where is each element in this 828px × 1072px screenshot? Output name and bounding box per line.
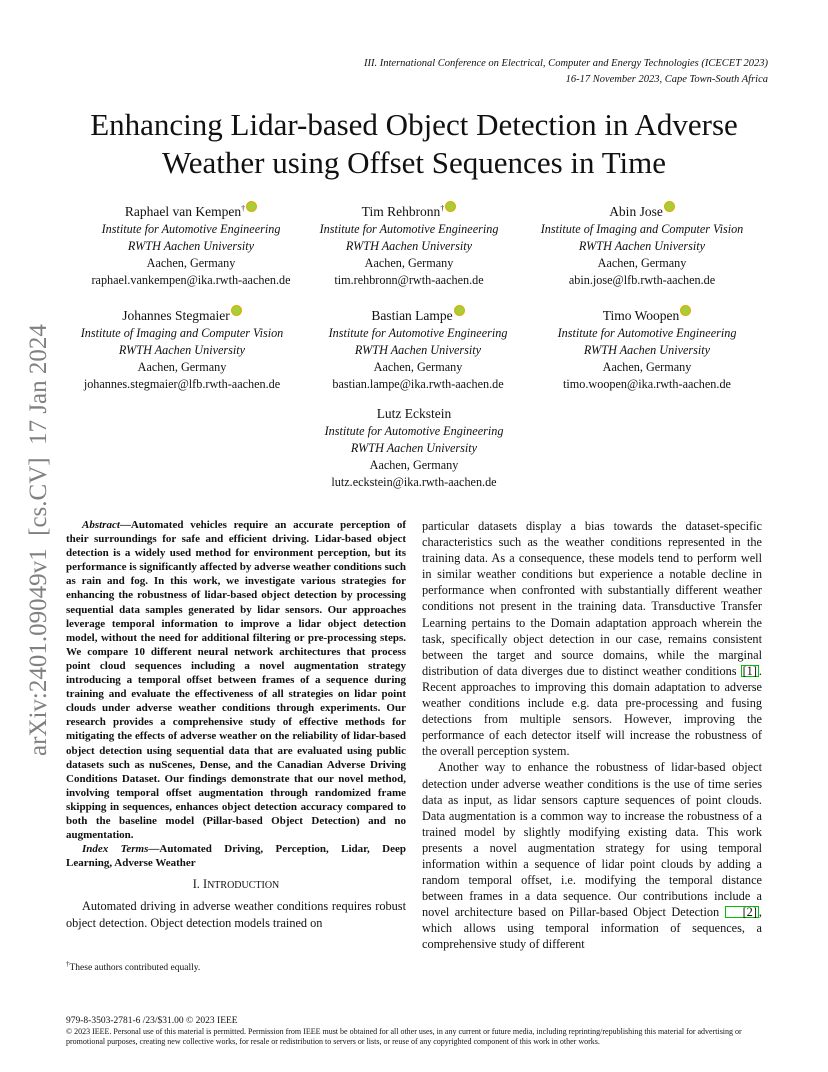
author-university: RWTH Aachen University	[127, 239, 255, 254]
author-block	[524, 200, 760, 289]
orcid-icon[interactable]	[454, 305, 465, 316]
author-email[interactable]: raphael.vankempen@ika.rwth-aachen.de	[91, 273, 291, 288]
orcid-icon[interactable]	[445, 201, 456, 212]
author-name: Tim Rehbronn	[361, 204, 441, 220]
footnote-mark: †	[66, 960, 70, 968]
orcid-icon[interactable]	[246, 201, 257, 212]
author-name: Johannes Stegmaier	[122, 308, 230, 324]
title-line-1: Enhancing Lidar-based Object Detection in Adverse	[90, 107, 738, 142]
conference-header	[168, 56, 768, 88]
paragraph-text: Another way to enhance the robustness of lidar-based object detection under adverse weather conditions is the use of time series data as input, as lidar sensors capture sequences of point clouds. Data augmentation is a common way to increase the robustness of a trained model by slightly modifying existing data. This work presents a novel augmentation strategy for using temporal information within a sequence of lidar point clouds by adding a random temporal offset, i.e. modifying the temporal distance between frames in a data sequence. Our contributions include a novel architecture based on Pillar-based Object Detection	[422, 760, 762, 920]
abstract	[66, 518, 406, 842]
section-heading-introduction	[66, 876, 406, 894]
orcid-icon[interactable]	[664, 201, 675, 212]
author-block	[300, 304, 536, 393]
author-affiliation: Institute for Automotive Engineering	[328, 326, 508, 341]
title-line-2: Weather using Offset Sequences in Time	[161, 145, 667, 180]
author-affiliation: Institute for Automotive Engineering	[557, 326, 737, 341]
isbn-line: 979-8-3503-2781-6 /23/$31.00 © 2023 IEEE	[66, 1016, 238, 1026]
author-name: Raphael van Kempen	[124, 204, 242, 220]
conference-name: III. International Conference on Electrical, Computer and Energy Technologies (ICECET 2023)	[364, 58, 768, 69]
author-block	[530, 304, 764, 393]
author-location: Aachen, Germany	[602, 360, 692, 375]
author-block	[66, 304, 298, 393]
paragraph-text: , which allows using temporal information of sequences, a comprehensive study of different	[422, 905, 762, 952]
author-name: Lutz Eckstein	[376, 406, 452, 421]
author-email[interactable]: bastian.lampe@ika.rwth-aachen.de	[332, 377, 504, 392]
equal-contribution-mark: †	[241, 204, 246, 213]
author-university: RWTH Aachen University	[350, 441, 478, 455]
orcid-icon[interactable]	[231, 305, 242, 316]
author-location: Aachen, Germany	[137, 360, 227, 375]
author-name: Bastian Lampe	[371, 308, 453, 324]
author-location: Aachen, Germany	[364, 256, 454, 271]
author-affiliation: Institute for Automotive Engineering	[319, 222, 499, 237]
abstract-label: Abstract	[82, 519, 120, 531]
author-location: Aachen, Germany	[146, 256, 236, 271]
conference-date: 16-17 November 2023, Cape Town-South Africa	[565, 74, 768, 85]
orcid-icon[interactable]	[680, 305, 691, 316]
section-title-rest: NTRODUCTION	[207, 880, 280, 892]
author-affiliation: Institute of Imaging and Computer Vision	[80, 326, 284, 341]
author-university: RWTH Aachen University	[118, 343, 246, 358]
author-location: Aachen, Germany	[597, 256, 687, 271]
author-name: Timo Woopen	[602, 308, 680, 324]
author-email[interactable]: johannes.stegmaier@lfb.rwth-aachen.de	[83, 377, 281, 392]
paragraph	[422, 518, 762, 759]
citation-link[interactable]: [2]	[725, 906, 759, 918]
arxiv-stamp-text: arXiv:2401.09049v1 [cs.CV] 17 Jan 2024	[25, 324, 52, 756]
author-affiliation: Institute of Imaging and Computer Vision	[540, 222, 744, 237]
author-university: RWTH Aachen University	[345, 239, 473, 254]
paragraph-text: particular datasets display a bias towards the dataset-specific characteristics such as the weather conditions represented in the training data. As a consequence, these models tend to perform well in similar weather conditions but experience a notable decline in performance when confronted with substantially different weather conditions not present in the training data. Transductive Transfer Learning pertains to the Domain adaptation approach wherein the task, specifically object detection in our case, remains consistent between the target and source domains, while the marginal distribution of data diverges due to distinct weather conditions	[422, 519, 762, 678]
intro-paragraph: Automated driving in adverse weather conditions requires robust object detection. Object detection models trained on	[66, 899, 406, 930]
index-terms	[66, 842, 406, 870]
citation-link[interactable]: [1]	[742, 663, 757, 678]
author-affiliation: Institute for Automotive Engineering	[324, 424, 504, 438]
copyright-notice	[66, 1016, 772, 1047]
footnote-text: These authors contributed equally.	[69, 963, 201, 974]
arxiv-stamp[interactable]	[2, 290, 72, 760]
author-university: RWTH Aachen University	[578, 239, 706, 254]
footnote	[66, 958, 200, 974]
right-column	[422, 518, 762, 953]
equal-contribution-mark: †	[440, 204, 445, 213]
paragraph	[422, 759, 762, 952]
index-terms-text: —Automated Driving, Perception, Lidar, Deep Learning, Adverse Weather	[66, 843, 406, 870]
author-email[interactable]: timo.woopen@ika.rwth-aachen.de	[563, 377, 731, 392]
author-university: RWTH Aachen University	[354, 343, 482, 358]
paper-title	[40, 106, 788, 182]
author-email[interactable]: tim.rehbronn@rwth-aachen.de	[334, 273, 484, 288]
author-affiliation: Institute for Automotive Engineering	[101, 222, 281, 237]
author-block	[294, 200, 524, 289]
author-name: Abin Jose	[609, 204, 663, 220]
author-location: Aachen, Germany	[369, 458, 459, 472]
author-location: Aachen, Germany	[373, 360, 463, 375]
author-block	[66, 200, 316, 289]
author-email[interactable]: lutz.eckstein@ika.rwth-aachen.de	[331, 475, 497, 489]
author-block	[296, 405, 532, 491]
section-title-initial: I	[202, 877, 208, 892]
copyright-text: © 2023 IEEE. Personal use of this material is permitted. Permission from IEEE must be obtained for all other uses, in any current or future media, including reprinting/republishing this material for advertising or promotional purposes, creating new collective works, for resale or redistribution to servers or lists, or reuse of any copyrighted component of this work in other works.	[66, 1027, 742, 1046]
paragraph-text: . Recent approaches to improving this domain adaptation to adverse weather conditions include e.g. data pre-processing and fusing detections from multiple sensors. However, improving the performance of each detector itself will increase the robustness of the overall perception system.	[422, 663, 762, 759]
author-university: RWTH Aachen University	[583, 343, 711, 358]
author-email[interactable]: abin.jose@lfb.rwth-aachen.de	[568, 273, 716, 288]
left-column	[66, 518, 406, 931]
section-number: I.	[192, 877, 200, 892]
index-terms-label: Index Terms	[82, 843, 149, 856]
abstract-text: —Automated vehicles require an accurate perception of their surroundings for safe and efficient driving. Lidar-based object detection is a widely used method for environment perception, but its performance is significantly affected by adverse weather conditions such as rain and fog. In this work, we investigate various strategies for enhancing the robustness of lidar-based object detection by processing sequential data samples generated by lidar sensors. Our approaches leverage temporal information to improve a lidar object detection model, without the need for additional filtering or pre-processing steps. We compare 10 different neural network architectures that process point cloud sequences including a novel augmentation strategy introducing a temporal offset between frames of a sequence during training and evaluate the effectiveness of all strategies on lidar point clouds under adverse weather conditions through experiments. Our research provides a comprehensive study of effective methods for mitigating the effects of adverse weather on the reliability of lidar-based object detection using sequential data that are evaluated using public datasets such as nuScenes, Dense, and the Canadian Adverse Driving Conditions Dataset. Our findings demonstrate that our novel method, involving temporal offset augmentation through randomized frame skipping in sequences, enhances object detection accuracy compared to both the baseline model (Pillar-based Object Detection) and no augmentation.	[66, 519, 406, 842]
